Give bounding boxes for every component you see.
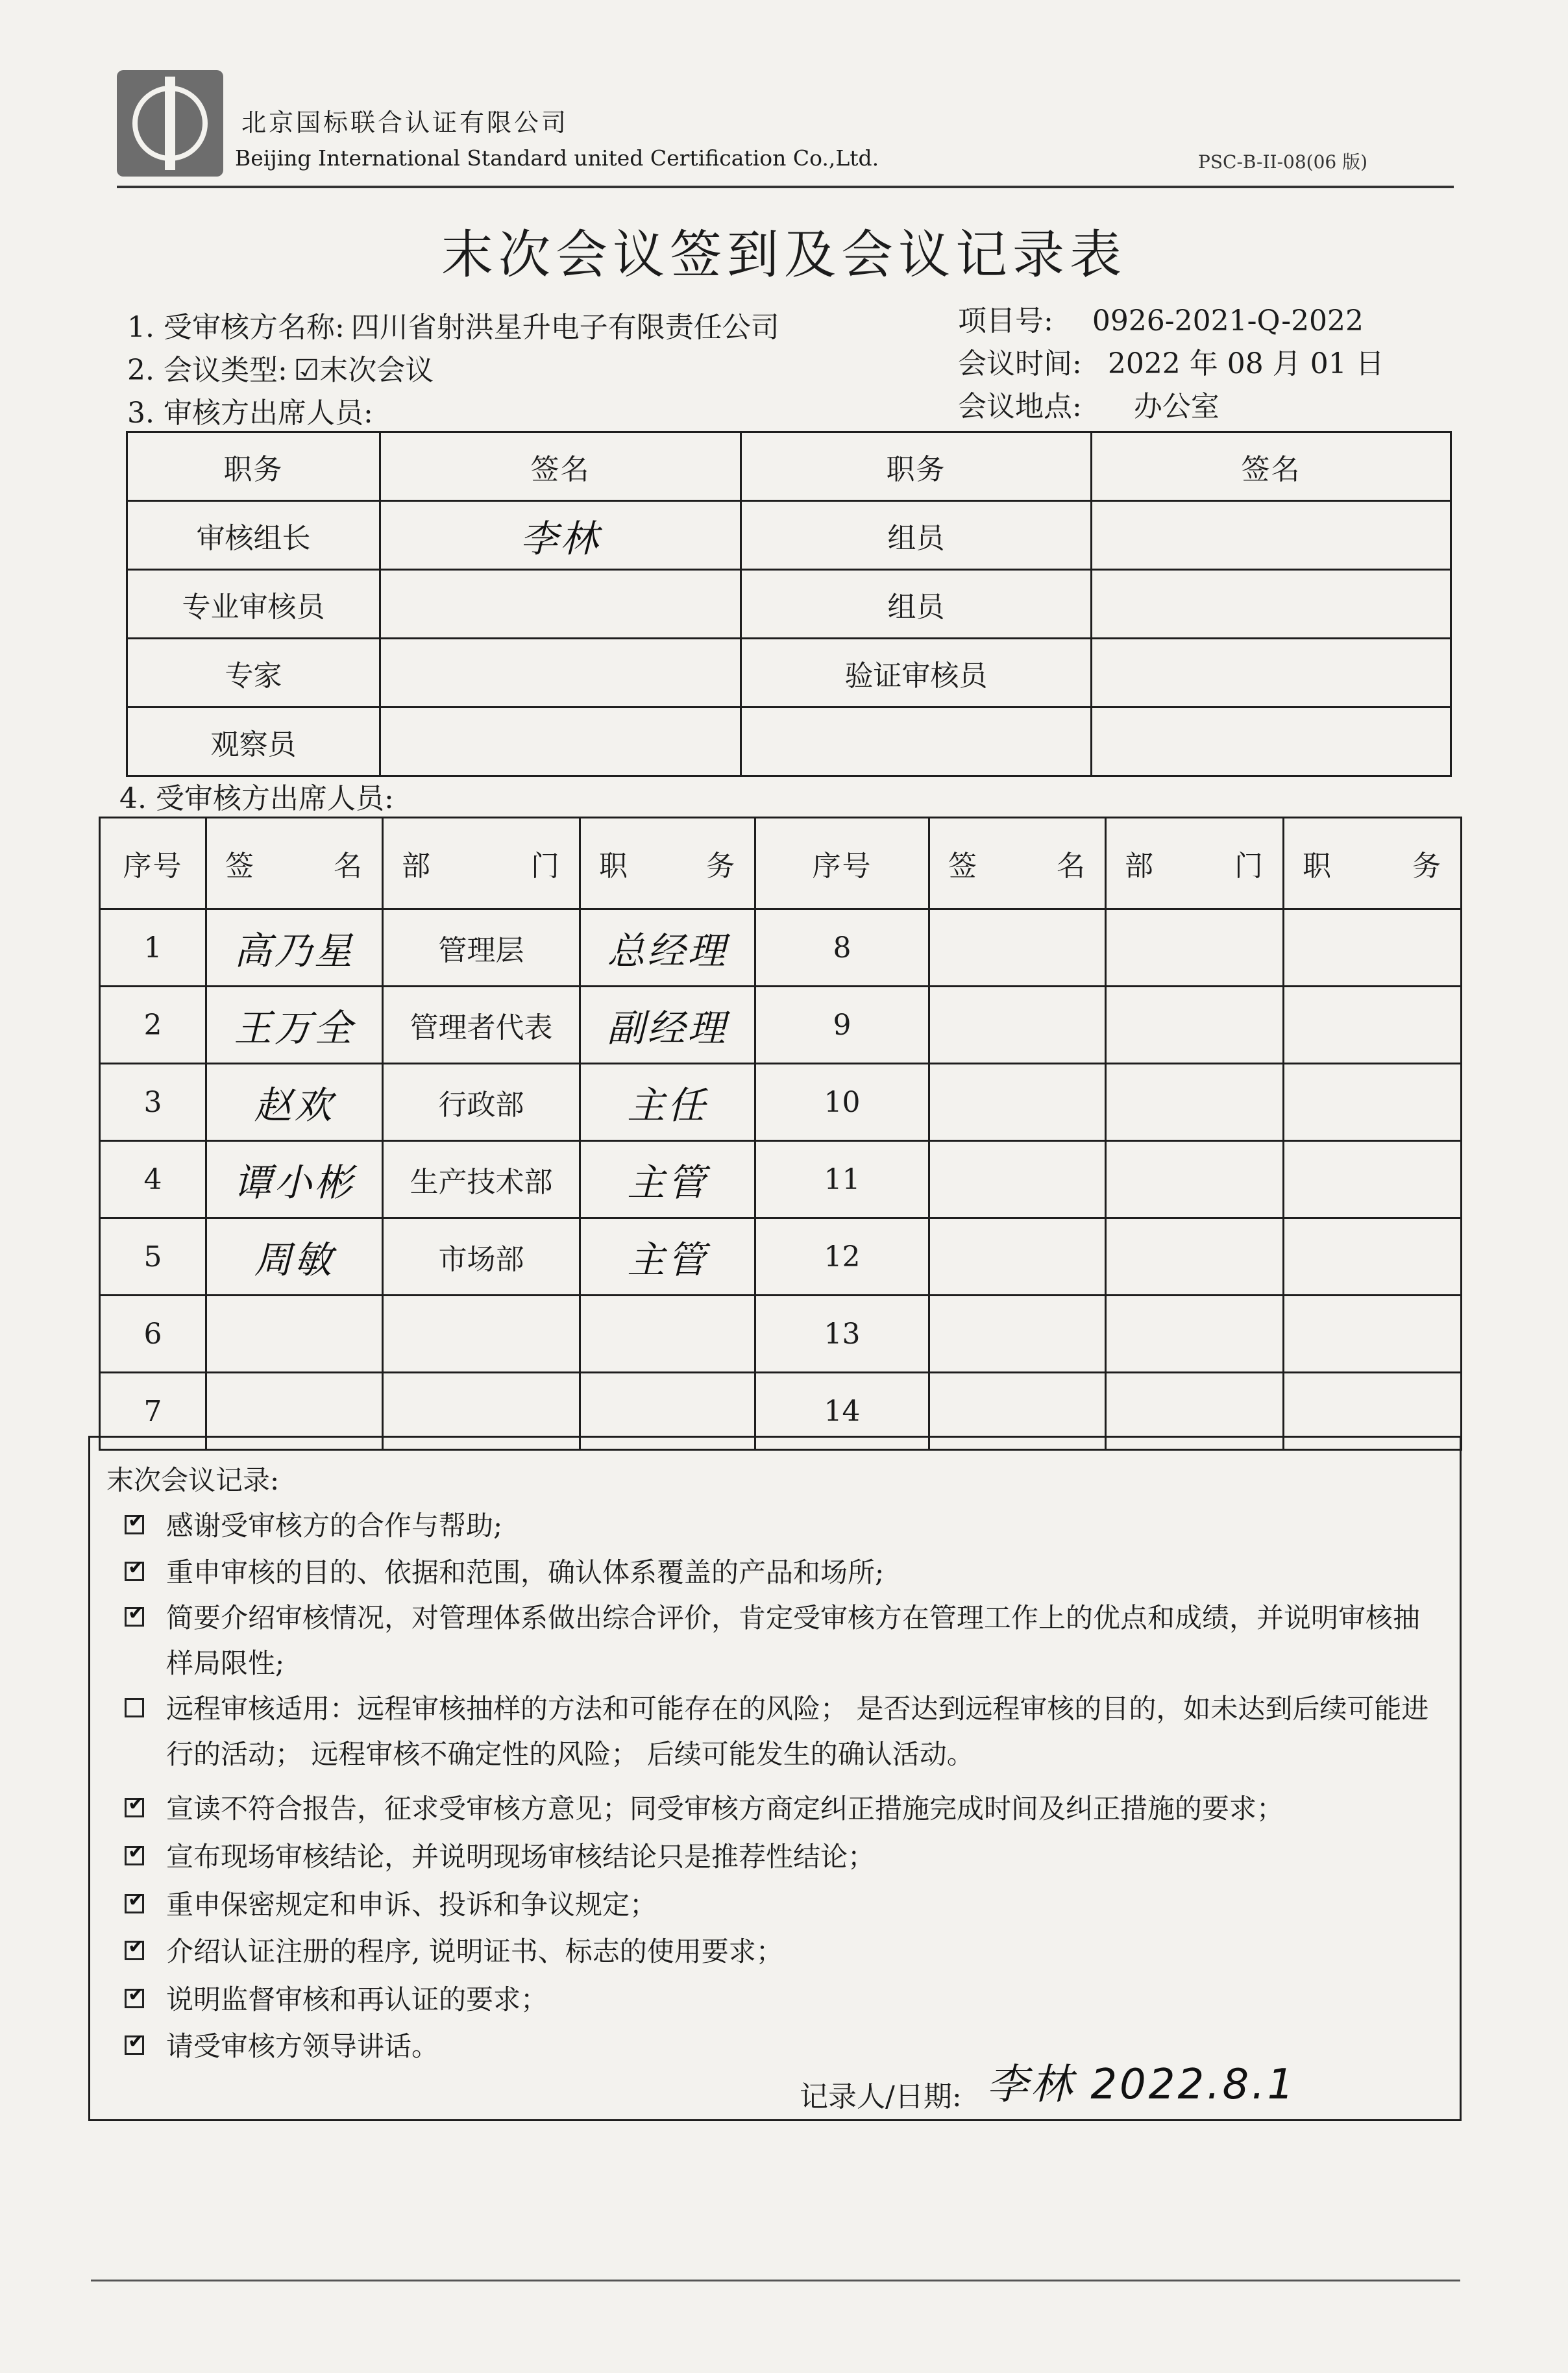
note-item	[119, 1929, 1443, 1974]
header-no-2: 序号	[755, 818, 929, 909]
attendee-position: 主管	[580, 1141, 755, 1218]
note-item	[119, 1550, 1443, 1595]
row-no-2: 8	[755, 909, 929, 987]
empty-cell	[1284, 909, 1462, 987]
checkbox-checked-icon[interactable]	[125, 2035, 144, 2055]
note-item	[119, 1786, 1443, 1832]
attendee-dept	[383, 1296, 580, 1373]
role-cell: 观察员	[127, 707, 380, 776]
attendee-dept: 生产技术部	[383, 1141, 580, 1218]
row-no-2: 10	[755, 1064, 929, 1141]
empty-cell	[1284, 987, 1462, 1064]
auditee-value: 四川省射洪星升电子有限责任公司	[350, 311, 779, 344]
meeting-place-value: 办公室	[1133, 390, 1219, 423]
attendee-row	[100, 909, 1462, 987]
attendee-row	[100, 1064, 1462, 1141]
attendee-position: 主任	[580, 1064, 755, 1141]
attendee-dept: 管理层	[383, 909, 580, 987]
row-no-2: 13	[755, 1296, 929, 1373]
signature-cell	[380, 639, 741, 707]
footer-divider	[91, 2280, 1460, 2281]
row-no: 7	[100, 1373, 206, 1450]
empty-cell	[1106, 1064, 1284, 1141]
auditee-attendees-label: 4. 受审核方出席人员:	[119, 782, 394, 815]
header-sign-2: 签 名	[929, 818, 1106, 909]
checkbox-unchecked-icon[interactable]	[125, 1698, 144, 1717]
attendee-row	[100, 1218, 1462, 1296]
company-name-en: Beijing International Standard united Certification Co.,Ltd.	[235, 145, 879, 171]
signature-cell	[1092, 501, 1451, 570]
empty-cell	[1106, 909, 1284, 987]
signature-cell: 李林	[380, 501, 741, 570]
note-text: 宣读不符合报告，征求受审核方意见；同受审核方商定纠正措施完成时间及纠正措施的要求；	[166, 1793, 1284, 1825]
note-text: 请受审核方领导讲话。	[166, 2030, 439, 2062]
row-no: 3	[100, 1064, 206, 1141]
empty-cell	[929, 987, 1106, 1064]
attendee-dept: 市场部	[383, 1218, 580, 1296]
role-cell: 组员	[741, 570, 1092, 639]
attendee-row	[100, 1296, 1462, 1373]
header-divider	[117, 186, 1454, 188]
audit-team-row	[127, 501, 1451, 570]
project-no-value: 0926-2021-Q-2022	[1092, 304, 1364, 338]
note-item	[119, 1595, 1443, 1686]
row-no: 1	[100, 909, 206, 987]
empty-cell	[929, 1296, 1106, 1373]
header-position: 职 务	[580, 818, 755, 909]
note-text: 介绍认证注册的程序, 说明证书、标志的使用要求；	[166, 1936, 783, 1967]
header-sign-1: 签名	[380, 432, 741, 501]
auditee-line	[127, 304, 779, 345]
role-cell: 审核组长	[127, 501, 380, 570]
checkbox-checked-icon[interactable]	[125, 1798, 144, 1817]
attendee-position: 总经理	[580, 909, 755, 987]
empty-cell	[1106, 987, 1284, 1064]
audit-team-row	[127, 707, 1451, 776]
attendee-row	[100, 1141, 1462, 1218]
row-no-2: 14	[755, 1373, 929, 1450]
empty-cell	[1284, 1141, 1462, 1218]
auditee-attendees-table	[99, 817, 1462, 1451]
attendee-position	[580, 1296, 755, 1373]
header-position-2: 职 务	[1284, 818, 1462, 909]
header-sign: 签 名	[206, 818, 383, 909]
note-item	[119, 1834, 1443, 1880]
note-item	[119, 1977, 1443, 2023]
audit-team-table	[126, 431, 1452, 777]
signature-cell	[1092, 639, 1451, 707]
attendee-signature	[206, 1296, 383, 1373]
note-item	[119, 1882, 1443, 1928]
note-text: 感谢受审核方的合作与帮助;	[166, 1510, 503, 1542]
empty-cell	[1284, 1064, 1462, 1141]
row-no-2: 11	[755, 1141, 929, 1218]
role-cell	[741, 707, 1092, 776]
role-cell: 专家	[127, 639, 380, 707]
signature-cell	[1092, 707, 1451, 776]
header-dept: 部 门	[383, 818, 580, 909]
form-number: PSC-B-II-08(06 版)	[1198, 151, 1368, 173]
header-no: 序号	[100, 818, 206, 909]
signature-cell	[1092, 570, 1451, 639]
audit-team-row	[127, 570, 1451, 639]
audit-team-row	[127, 639, 1451, 707]
meeting-type-line	[127, 347, 434, 388]
attendee-signature: 高乃星	[206, 909, 383, 987]
empty-cell	[1106, 1141, 1284, 1218]
header-dept-2: 部 门	[1106, 818, 1284, 909]
empty-cell	[929, 1141, 1106, 1218]
meeting-place-label: 会议地点:	[958, 390, 1082, 423]
note-text: 重申保密规定和申诉、投诉和争议规定；	[166, 1889, 657, 1921]
attendee-row	[100, 987, 1462, 1064]
checkbox-checked-icon[interactable]	[125, 1989, 144, 2008]
recorder-signature: 李林 2022.8.1	[986, 2061, 1297, 2109]
note-text: 说明监督审核和再认证的要求；	[166, 1984, 548, 2015]
note-text: 宣布现场审核结论，并说明现场审核结论只是推荐性结论；	[166, 1841, 876, 1873]
checkbox-checked-icon[interactable]	[125, 1515, 144, 1534]
auditee-label: 1. 受审核方名称:	[127, 311, 345, 344]
header-sign-2: 签名	[1092, 432, 1451, 501]
empty-cell	[929, 909, 1106, 987]
meeting-type-label: 2. 会议类型:	[127, 354, 288, 387]
empty-cell	[1106, 1218, 1284, 1296]
attendee-signature: 谭小彬	[206, 1141, 383, 1218]
checkbox-checked-icon[interactable]	[125, 1846, 144, 1865]
signature-cell	[380, 570, 741, 639]
attendee-position: 副经理	[580, 987, 755, 1064]
attendee-signature: 赵欢	[206, 1064, 383, 1141]
meeting-time-label: 会议时间:	[958, 347, 1082, 380]
meeting-place-line	[958, 383, 1219, 424]
attendee-signature: 周敏	[206, 1218, 383, 1296]
auditor-attendees-label: 3. 审核方出席人员:	[127, 397, 373, 430]
checkbox-checked-icon[interactable]	[125, 1607, 144, 1627]
checkbox-checked-icon[interactable]	[125, 1941, 144, 1960]
empty-cell	[1284, 1296, 1462, 1373]
checkbox-checked-icon[interactable]	[125, 1562, 144, 1581]
company-logo	[117, 70, 223, 177]
row-no-2: 12	[755, 1218, 929, 1296]
meeting-type-value: ☑末次会议	[293, 354, 434, 387]
row-no-2: 9	[755, 987, 929, 1064]
role-cell: 专业审核员	[127, 570, 380, 639]
attendee-dept: 管理者代表	[383, 987, 580, 1064]
attendee-position: 主管	[580, 1218, 755, 1296]
row-no: 2	[100, 987, 206, 1064]
note-text: 简要介绍审核情况，对管理体系做出综合评价，肯定受审核方在管理工作上的优点和成绩，并说明审核抽样局限性;	[166, 1602, 1421, 1679]
project-no-line	[958, 297, 1364, 339]
attendees-header	[100, 818, 1462, 909]
row-no: 5	[100, 1218, 206, 1296]
meeting-time-line	[958, 340, 1384, 382]
page-title: 末次会议签到及会议记录表	[441, 225, 1127, 285]
empty-cell	[1284, 1218, 1462, 1296]
empty-cell	[929, 1064, 1106, 1141]
project-no-label: 项目号:	[958, 304, 1053, 338]
note-item	[119, 1503, 1443, 1549]
row-no: 6	[100, 1296, 206, 1373]
row-no: 4	[100, 1141, 206, 1218]
signature-cell	[380, 707, 741, 776]
notes-title: 末次会议记录:	[106, 1464, 280, 1496]
checkbox-checked-icon[interactable]	[125, 1894, 144, 1913]
attendee-dept: 行政部	[383, 1064, 580, 1141]
role-cell: 验证审核员	[741, 639, 1092, 707]
header-role-2: 职务	[741, 432, 1092, 501]
recorder-label: 记录人/日期:	[800, 2080, 962, 2113]
header-role-1: 职务	[127, 432, 380, 501]
attendee-signature: 王万全	[206, 987, 383, 1064]
note-item	[119, 1686, 1443, 1777]
meeting-time-value: 2022 年 08 月 01 日	[1107, 347, 1384, 380]
audit-team-header	[127, 432, 1451, 501]
note-text: 重申审核的目的、依据和范围，确认体系覆盖的产品和场所;	[166, 1556, 885, 1588]
empty-cell	[929, 1218, 1106, 1296]
note-text: 远程审核适用：远程审核抽样的方法和可能存在的风险； 是否达到远程审核的目的，如未达到后续可能进行的活动； 远程审核不确定性的风险； 后续可能发生的确认活动。	[166, 1693, 1429, 1770]
role-cell: 组员	[741, 501, 1092, 570]
company-name-cn: 北京国标联合认证有限公司	[241, 108, 569, 137]
empty-cell	[1106, 1296, 1284, 1373]
